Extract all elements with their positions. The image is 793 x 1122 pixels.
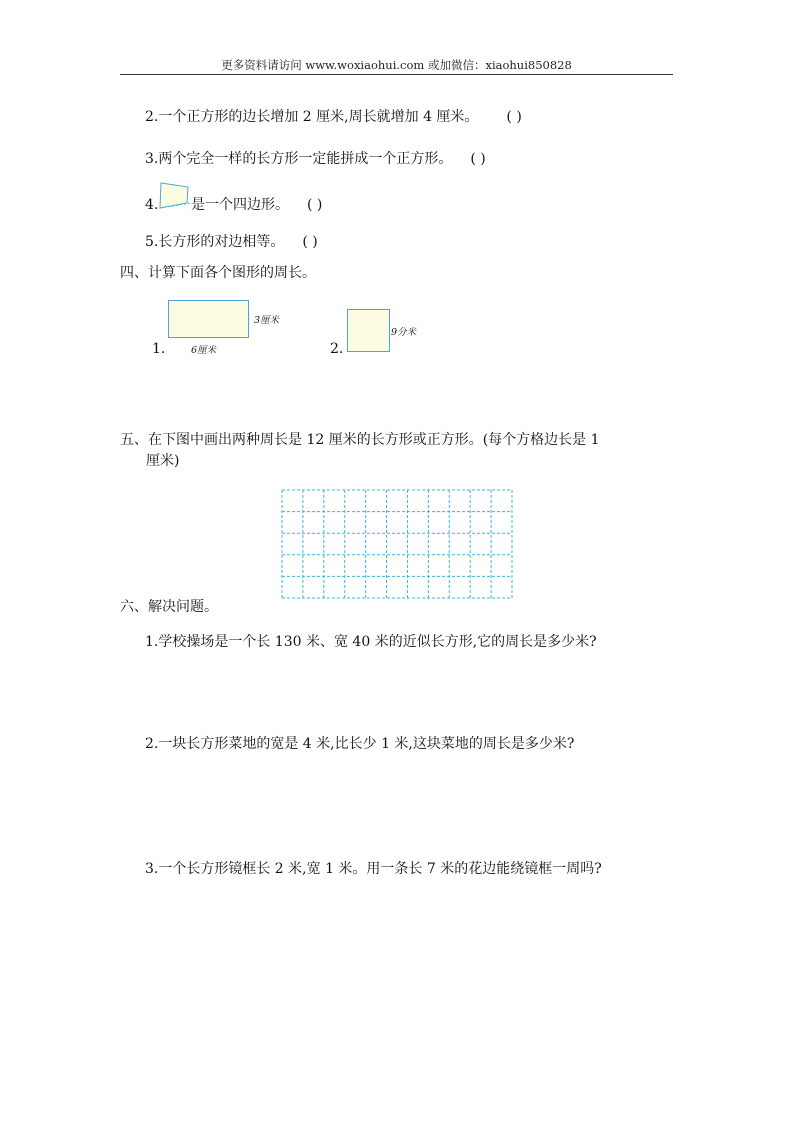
judgement-question-5 — [145, 233, 318, 251]
question-text: 是一个四边形。 — [191, 197, 289, 213]
judgement-question-4-text — [191, 196, 322, 214]
problem-1: 1.学校操场是一个长 130 米、宽 40 米的近似长方形,它的周长是多少米? — [145, 634, 597, 650]
square-figure — [347, 309, 390, 352]
section-5-title-line-1: 五、在下图中画出两种周长是 12 厘米的长方形或正方形。(每个方格边长是 1 — [120, 432, 600, 448]
answer-parentheses: ( ) — [470, 151, 486, 167]
section-6-title: 六、解决问题。 — [120, 599, 218, 615]
judgement-question-2 — [145, 108, 522, 126]
rectangle-figure — [168, 300, 249, 338]
question-text: 3.两个完全一样的长方形一定能拼成一个正方形。 — [145, 151, 453, 167]
dashed-grid — [281, 489, 513, 599]
rectangle-side-label: 3厘米 — [254, 315, 280, 326]
problem-3: 3.一个长方形镜框长 2 米,宽 1 米。用一条长 7 米的花边能绕镜框一周吗? — [145, 861, 602, 877]
question-text: 5.长方形的对边相等。 — [145, 234, 285, 250]
judgement-question-4 — [145, 196, 158, 214]
section-5-title-line-2: 厘米) — [146, 453, 180, 469]
question-number: 4. — [145, 197, 159, 213]
judgement-question-3 — [145, 150, 486, 168]
answer-parentheses: ( ) — [302, 234, 318, 250]
figure-2-number: 2. — [330, 341, 344, 357]
section-4-title: 四、计算下面各个图形的周长。 — [120, 265, 316, 281]
figure-1-number: 1. — [152, 341, 166, 357]
square-side-label: 9分米 — [391, 327, 417, 338]
header-divider — [120, 74, 673, 75]
quadrilateral-figure — [158, 181, 192, 211]
answer-parentheses: ( ) — [307, 197, 323, 213]
question-text: 2.一个正方形的边长增加 2 厘米,周长就增加 4 厘米。 — [145, 109, 479, 125]
problem-2: 2.一块长方形菜地的宽是 4 米,比长少 1 米,这块菜地的周长是多少米? — [145, 736, 575, 752]
page-header: 更多资料请访问 www.woxiaohui.com 或加微信：xiaohui850828 — [221, 58, 572, 72]
rectangle-bottom-label: 6厘米 — [191, 345, 217, 356]
answer-parentheses: ( ) — [506, 109, 522, 125]
